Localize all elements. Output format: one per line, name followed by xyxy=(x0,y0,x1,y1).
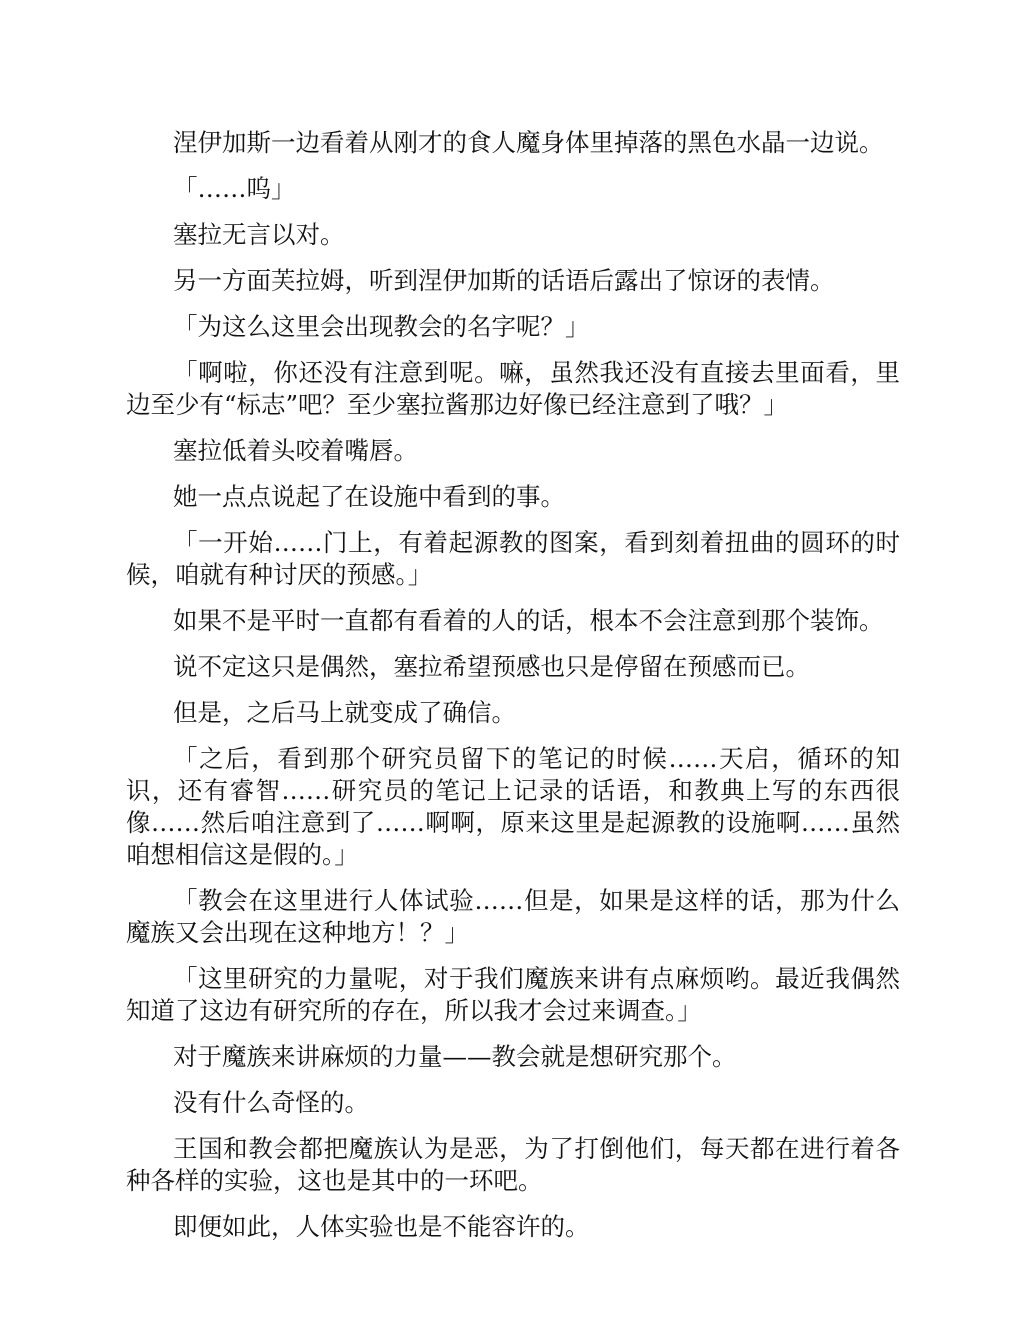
paragraph: 「……呜」 xyxy=(173,174,296,203)
paragraph: 塞拉低着头咬着嘴唇。 xyxy=(173,436,418,465)
paragraph: 「一开始……门上，有着起源教的图案，看到刻着扭曲的圆环的时候，咱就有种讨厌的预感。」 xyxy=(126,528,900,589)
paragraph: 「啊啦，你还没有注意到呢。嘛，虽然我还没有直接去里面看，里边至少有“标志”吧？至少塞拉酱那边好像已经注意到了哦？」 xyxy=(126,358,900,419)
paragraph: 「这里研究的力量呢，对于我们魔族来讲有点麻烦哟。最近我偶然知道了这边有研究所的存在，所以我才会过来调查。」 xyxy=(126,964,900,1025)
text-body xyxy=(126,127,900,1257)
paragraph: 对于魔族来讲麻烦的力量——教会就是想研究那个。 xyxy=(173,1042,737,1071)
paragraph: 她一点点说起了在设施中看到的事。 xyxy=(173,482,565,511)
paragraph: 「为这么这里会出现教会的名字呢？」 xyxy=(173,312,590,341)
paragraph: 没有什么奇怪的。 xyxy=(173,1088,369,1117)
paragraph: 另一方面芙拉姆，听到涅伊加斯的话语后露出了惊讶的表情。 xyxy=(173,266,835,295)
paragraph: 如果不是平时一直都有看着的人的话，根本不会注意到那个装饰。 xyxy=(173,606,884,635)
paragraph: 「教会在这里进行人体试验……但是，如果是这样的话，那为什么魔族又会出现在这种地方！？」 xyxy=(126,886,900,947)
paragraph: 说不定这只是偶然，塞拉希望预感也只是停留在预感而已。 xyxy=(173,652,810,681)
paragraph: 「之后，看到那个研究员留下的笔记的时候……天启，循环的知识，还有睿智……研究员的笔记上记录的话语，和教典上写的东西很像……然后咱注意到了……啊啊，原来这里是起源教的设施啊……虽然咱想相信这是假的。」 xyxy=(126,744,900,869)
paragraph: 塞拉无言以对。 xyxy=(173,220,345,249)
paragraph: 王国和教会都把魔族认为是恶，为了打倒他们，每天都在进行着各种各样的实验，这也是其中的一环吧。 xyxy=(126,1134,900,1195)
paragraph: 涅伊加斯一边看着从刚才的食人魔身体里掉落的黑色水晶一边说。 xyxy=(173,128,884,157)
paragraph: 即便如此，人体实验也是不能容许的。 xyxy=(173,1212,590,1241)
paragraph: 但是，之后马上就变成了确信。 xyxy=(173,698,516,727)
